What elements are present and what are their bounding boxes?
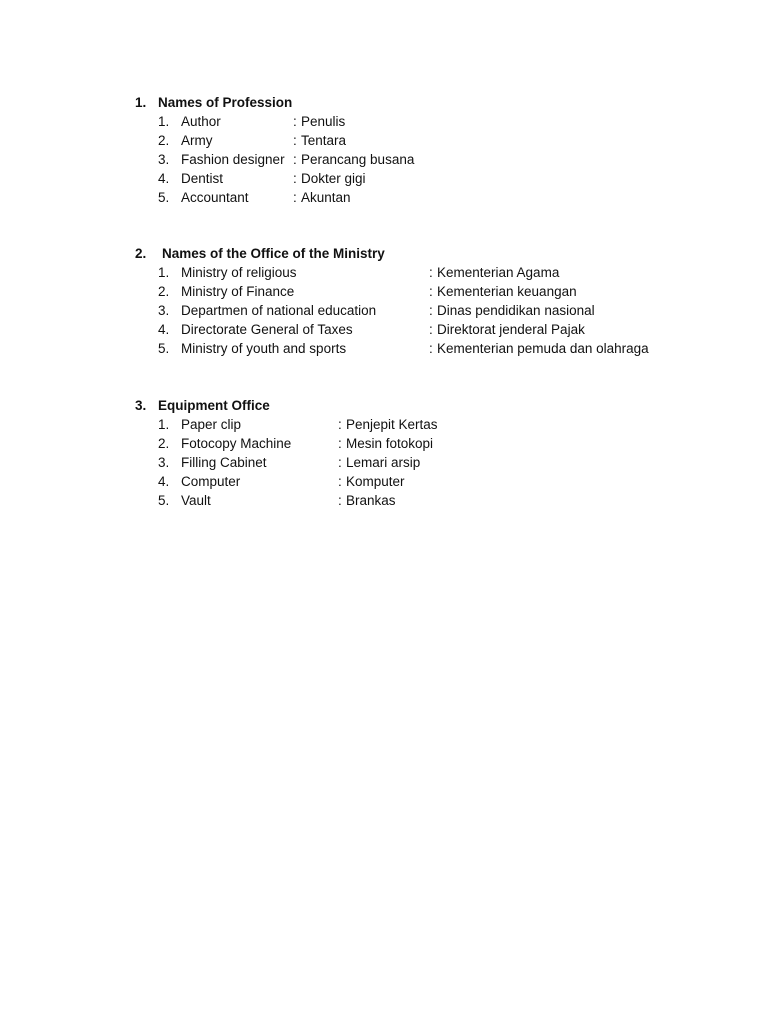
section-title: Names of Profession <box>158 95 293 110</box>
item-number: 1. <box>158 265 170 280</box>
item-translation: Dokter gigi <box>301 171 366 186</box>
item-translation: Komputer <box>346 474 405 489</box>
item-number: 5. <box>158 190 170 205</box>
list-item <box>0 169 768 188</box>
item-term: Paper clip <box>181 417 242 432</box>
item-number: 2. <box>158 284 170 299</box>
item-separator: : <box>429 265 433 280</box>
item-translation: Mesin fotokopi <box>346 436 434 451</box>
list-item <box>0 339 768 358</box>
item-translation: Kementerian pemuda dan olahraga <box>437 341 649 356</box>
item-term: Vault <box>181 493 211 508</box>
list-item <box>0 320 768 339</box>
section-heading <box>0 396 768 415</box>
item-term: Dentist <box>181 171 224 186</box>
list-item <box>0 282 768 301</box>
item-separator: : <box>338 417 342 432</box>
item-translation: Akuntan <box>301 190 351 205</box>
item-number: 3. <box>158 303 170 318</box>
list-item <box>0 301 768 320</box>
list-item <box>0 415 768 434</box>
list-item <box>0 112 768 131</box>
list-item <box>0 472 768 491</box>
item-term: Fotocopy Machine <box>181 436 292 451</box>
list-item <box>0 150 768 169</box>
item-number: 4. <box>158 171 170 186</box>
item-term: Filling Cabinet <box>181 455 267 470</box>
section-names-of-profession <box>0 93 768 207</box>
item-translation: Kementerian keuangan <box>437 284 577 299</box>
item-separator: : <box>338 455 342 470</box>
item-number: 2. <box>158 133 170 148</box>
item-number: 2. <box>158 436 170 451</box>
item-term: Army <box>181 133 213 148</box>
section-heading <box>0 244 768 263</box>
item-term: Ministry of Finance <box>181 284 295 299</box>
item-term: Accountant <box>181 190 249 205</box>
item-term: Fashion designer <box>181 152 285 167</box>
section-names-of-ministry-offices <box>0 244 768 358</box>
item-term: Directorate General of Taxes <box>181 322 353 337</box>
item-term: Computer <box>181 474 241 489</box>
item-translation: Brankas <box>346 493 396 508</box>
item-translation: Tentara <box>301 133 347 148</box>
item-separator: : <box>293 114 297 129</box>
section-number: 2. <box>135 246 147 261</box>
item-number: 4. <box>158 322 170 337</box>
item-separator: : <box>293 133 297 148</box>
item-translation: Perancang busana <box>301 152 415 167</box>
section-number: 1. <box>135 95 147 110</box>
list-item <box>0 188 768 207</box>
item-translation: Penjepit Kertas <box>346 417 438 432</box>
item-translation: Lemari arsip <box>346 455 421 470</box>
item-number: 5. <box>158 341 170 356</box>
item-number: 5. <box>158 493 170 508</box>
item-separator: : <box>429 303 433 318</box>
list-item <box>0 434 768 453</box>
item-translation: Penulis <box>301 114 346 129</box>
section-title: Names of the Office of the Ministry <box>162 246 385 261</box>
list-item <box>0 491 768 510</box>
item-number: 1. <box>158 114 170 129</box>
item-separator: : <box>338 436 342 451</box>
section-number: 3. <box>135 398 147 413</box>
item-separator: : <box>338 493 342 508</box>
item-number: 3. <box>158 455 170 470</box>
list-item <box>0 453 768 472</box>
item-translation: Dinas pendidikan nasional <box>437 303 595 318</box>
item-term: Departmen of national education <box>181 303 377 318</box>
item-number: 1. <box>158 417 170 432</box>
item-term: Ministry of youth and sports <box>181 341 347 356</box>
item-separator: : <box>293 190 297 205</box>
item-translation: Kementerian Agama <box>437 265 560 280</box>
item-separator: : <box>429 322 433 337</box>
item-number: 3. <box>158 152 170 167</box>
section-equipment-office <box>0 396 768 510</box>
item-separator: : <box>293 152 297 167</box>
section-heading <box>0 93 768 112</box>
item-translation: Direktorat jenderal Pajak <box>437 322 585 337</box>
list-item <box>0 131 768 150</box>
item-separator: : <box>338 474 342 489</box>
item-separator: : <box>429 284 433 299</box>
section-title: Equipment Office <box>158 398 270 413</box>
item-term: Author <box>181 114 221 129</box>
item-separator: : <box>429 341 433 356</box>
item-separator: : <box>293 171 297 186</box>
item-number: 4. <box>158 474 170 489</box>
item-term: Ministry of religious <box>181 265 297 280</box>
list-item <box>0 263 768 282</box>
